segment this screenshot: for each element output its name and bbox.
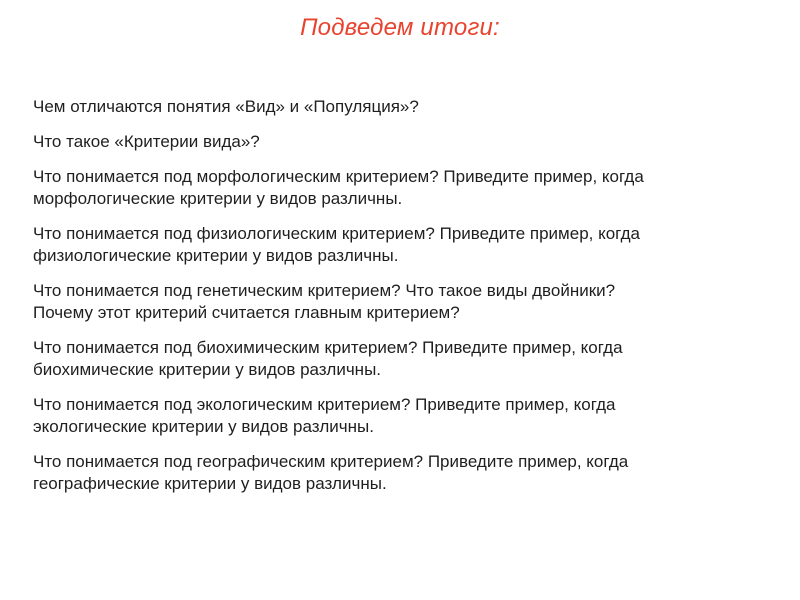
question-list xyxy=(33,96,773,508)
question-item xyxy=(33,451,773,495)
slide-title: Подведем итоги: xyxy=(300,14,500,41)
question-item xyxy=(33,394,773,438)
question-line: морфологические критерии у видов различны. xyxy=(33,189,403,208)
question-line: Что понимается под экологическим критерием? Приведите пример, когда xyxy=(33,395,616,414)
question-line: Что понимается под генетическим критерием? Что такое виды двойники? xyxy=(33,281,616,300)
question-item xyxy=(33,131,773,153)
question-line: экологические критерии у видов различны. xyxy=(33,417,374,436)
question-line: Что понимается под физиологическим критерием? Приведите пример, когда xyxy=(33,224,640,243)
question-line: Что такое «Критерии вида»? xyxy=(33,132,260,151)
question-item xyxy=(33,337,773,381)
question-line: географические критерии у видов различны. xyxy=(33,474,387,493)
question-line: Чем отличаются понятия «Вид» и «Популяция»? xyxy=(33,97,419,116)
question-line: Что понимается под биохимическим критерием? Приведите пример, когда xyxy=(33,338,623,357)
question-line: Что понимается под географическим критерием? Приведите пример, когда xyxy=(33,452,629,471)
question-line: биохимические критерии у видов различны. xyxy=(33,360,382,379)
question-line: физиологические критерии у видов различны. xyxy=(33,246,399,265)
question-item xyxy=(33,166,773,210)
question-line: Почему этот критерий считается главным критерием? xyxy=(33,303,460,322)
question-item xyxy=(33,280,773,324)
question-line: Что понимается под морфологическим критерием? Приведите пример, когда xyxy=(33,167,644,186)
question-item xyxy=(33,223,773,267)
question-item xyxy=(33,96,773,118)
